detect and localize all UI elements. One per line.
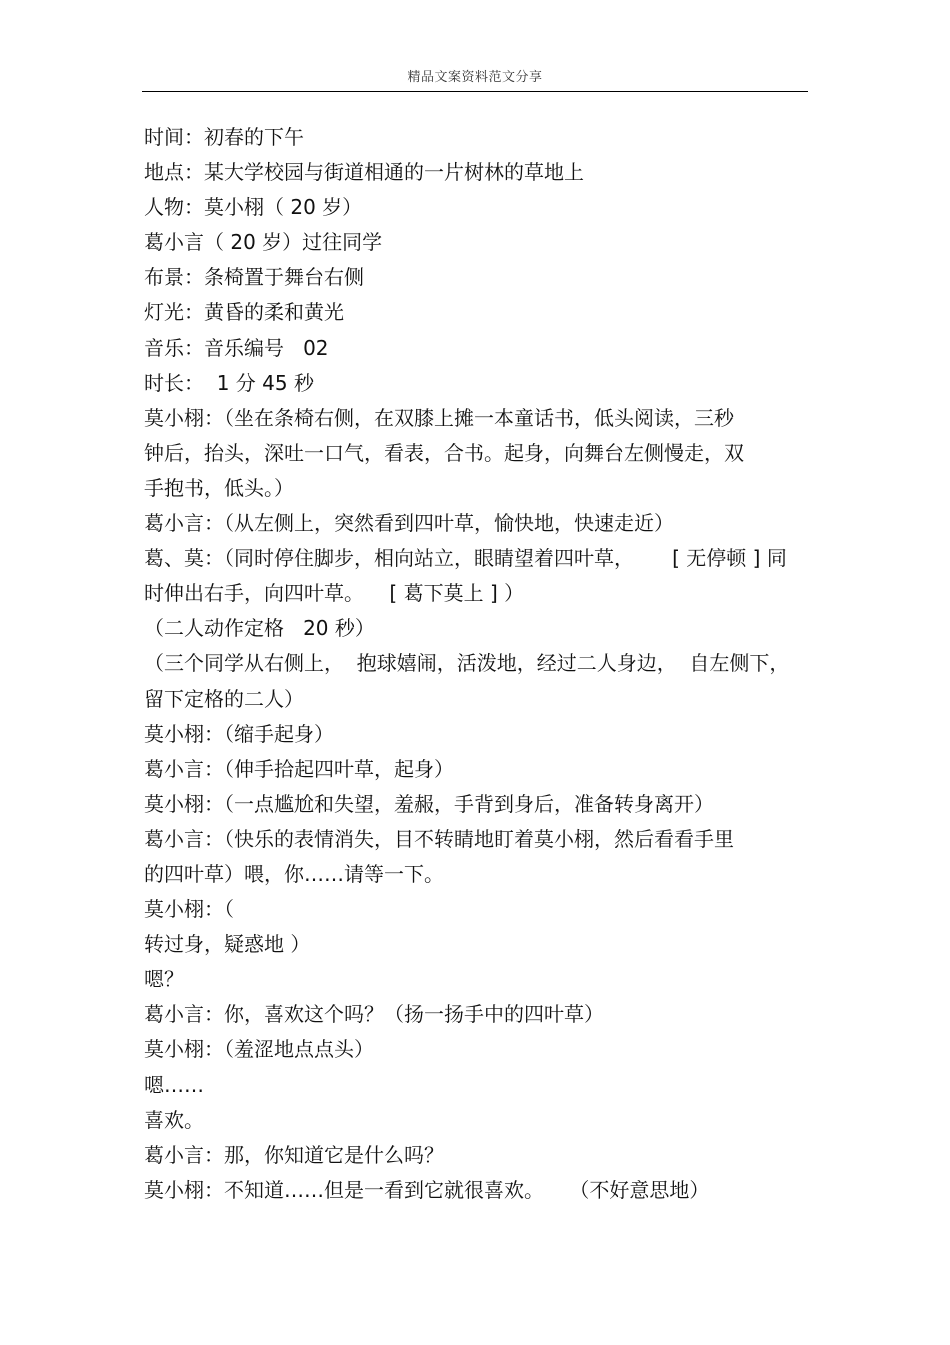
script-line: 莫小栩：不知道……但是一看到它就很喜欢。 （不好意思地）: [144, 1177, 710, 1202]
script-line: 嗯？: [144, 967, 184, 992]
script-body: [144, 120, 808, 1208]
script-line: 布景：条椅置于舞台右侧: [144, 265, 364, 290]
script-line: 莫小栩：（缩手起身）: [144, 721, 334, 746]
script-line: 嗯……: [144, 1072, 204, 1097]
script-line: 葛小言：（从左侧上，突然看到四叶草，愉快地，快速走近）: [144, 511, 674, 536]
script-line: 喜欢。: [144, 1107, 204, 1132]
script-line: 葛小言：那，你知道它是什么吗？: [144, 1142, 444, 1167]
page-header-title: 精品文案资料范文分享: [407, 70, 543, 85]
script-line: 葛小言：（伸手拾起四叶草，起身）: [144, 756, 454, 781]
script-line: 时间：初春的下午: [144, 125, 304, 149]
script-line: 灯光：黄昏的柔和黄光: [144, 300, 344, 325]
script-line: 葛小言（ 20 岁）过往同学: [144, 230, 383, 255]
script-line: 时长： 1 分 45 秒: [144, 370, 314, 395]
script-line: 的四叶草）喂，你……请等一下。: [144, 861, 444, 886]
script-line: 地点：某大学校园与街道相通的一片树林的草地上: [144, 160, 584, 185]
script-line: 人物：莫小栩（ 20 岁）: [144, 195, 363, 220]
script-line: 葛小言：（快乐的表情消失，目不转睛地盯着莫小栩，然后看看手里: [144, 826, 734, 851]
script-line: （二人动作定格 20 秒）: [144, 616, 375, 641]
script-line: （三个同学从右侧上， 抱球嬉闹，活泼地，经过二人身边， 自左侧下，: [144, 651, 790, 676]
script-line: 留下定格的二人）: [144, 686, 304, 711]
script-line: 莫小栩：（坐在条椅右侧，在双膝上摊一本童话书，低头阅读，三秒: [144, 405, 734, 430]
script-line: 莫小栩：（: [144, 897, 234, 922]
script-line: 葛、莫：（同时停住脚步，相向站立，眼睛望着四叶草， [ 无停顿 ] 同: [144, 546, 787, 571]
script-line: 莫小栩：（羞涩地点点头）: [144, 1037, 374, 1062]
script-line: 手抱书，低头。）: [144, 475, 294, 500]
script-line: 葛小言：你，喜欢这个吗？（扬一扬手中的四叶草）: [144, 1002, 604, 1027]
script-line: 音乐：音乐编号 02: [144, 335, 329, 360]
script-line: 时伸出右手，向四叶草。 [ 葛下莫上 ] ）: [144, 581, 525, 606]
script-line: 钟后，抬头，深吐一口气，看表，合书。起身，向舞台左侧慢走，双: [144, 440, 744, 465]
header-divider: [142, 91, 808, 92]
script-line: 莫小栩：（一点尴尬和失望，羞赧，手背到身后，准备转身离开）: [144, 791, 714, 816]
script-line: 转过身，疑惑地 ）: [144, 932, 311, 957]
